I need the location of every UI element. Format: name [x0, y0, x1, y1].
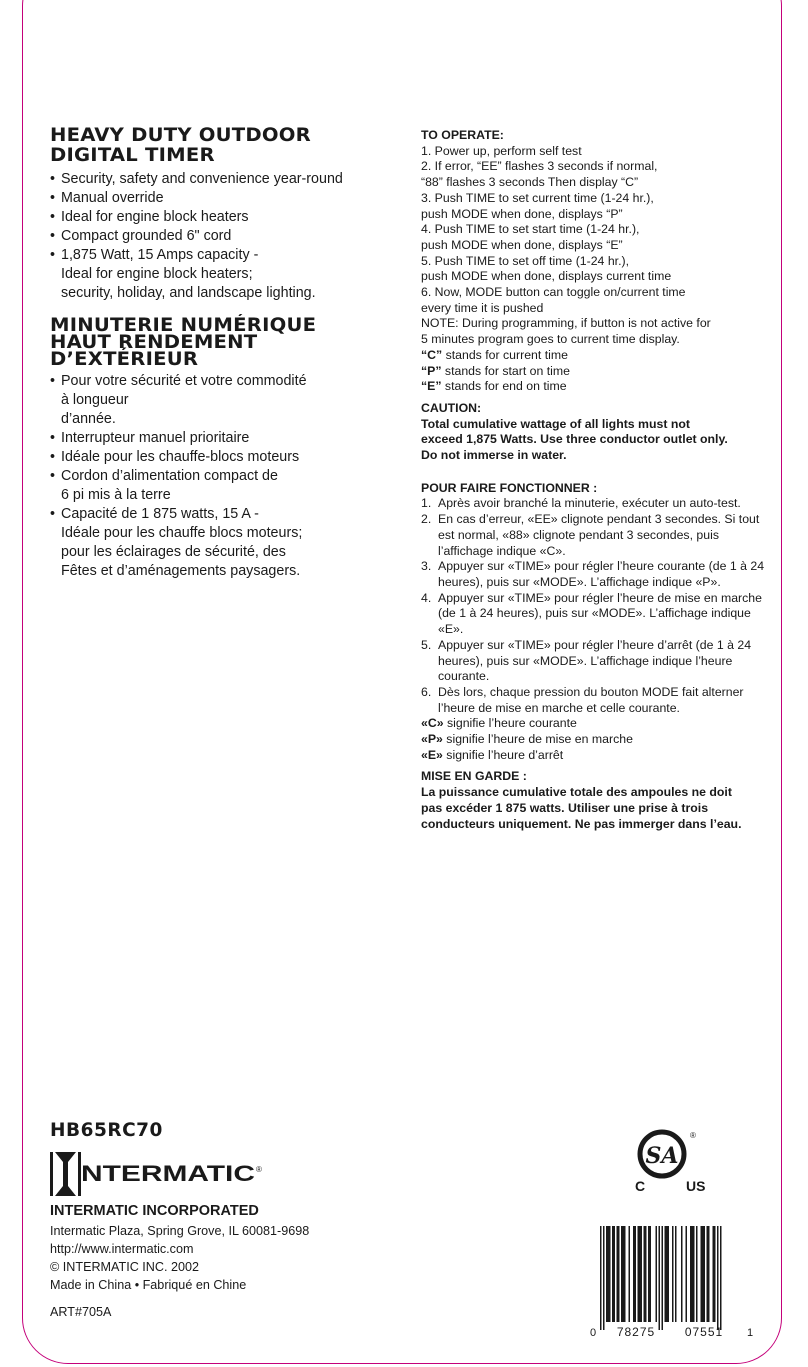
feature-item: • Security, safety and convenience year-round: [50, 170, 400, 189]
operate-step: 6. Now, MODE button can toggle on/current time every time it is pushed: [421, 285, 686, 315]
code-legend: “P” stands for start on time: [421, 363, 570, 378]
operate-step: 1. Power up, perform self test: [421, 143, 582, 158]
barcode-bar: [659, 1226, 661, 1330]
company-address: Intermatic Plaza, Spring Grove, IL 60081-9698: [50, 1224, 310, 1238]
feature-item: • Manual override: [50, 189, 400, 208]
garde-heading: MISE EN GARDE :: [421, 769, 527, 784]
feature-item: • Capacité de 1 875 watts, 15 A - Idéale pour les chauffe blocs moteurs; pour les éclairages de sécurité, des Fêtes et d’aménagements paysagers.: [50, 505, 400, 581]
art-number: ART#705A: [50, 1305, 112, 1319]
barcode-bar: [656, 1226, 658, 1322]
fonctionner-step: 2. En cas d’erreur, «EE» clignote pendant 3 secondes. Si tout est normal, «88» clignote pendant 3 secondes, puis l’affichage indique «C».: [421, 512, 760, 558]
barcode-bar: [629, 1226, 631, 1322]
feature-item: • Compact grounded 6" cord: [50, 227, 400, 246]
barcode-bar: [713, 1226, 716, 1322]
fonctionner-step: 4. Appuyer sur «TIME» pour régler l’heure de mise en marche (de 1 à 24 heures), puis sur «MODE». L’affichage indique «E».: [421, 590, 762, 637]
barcode-bar: [600, 1226, 602, 1330]
company-info: [50, 1202, 370, 1294]
barcode-bar: [617, 1226, 620, 1322]
operate-step: 2. If error, “EE” flashes 3 seconds if normal, “88” flashes 3 seconds Then display “C”: [421, 159, 658, 190]
barcode-digit-first: 0: [590, 1327, 597, 1338]
logo-wordmark: NTERMATIC: [81, 1161, 255, 1186]
barcode-bar: [701, 1226, 706, 1322]
barcode-bar: [665, 1226, 670, 1322]
barcode-bar: [644, 1226, 647, 1322]
garde-text: pas excéder 1 875 watts. Utiliser une prise à trois: [421, 800, 709, 815]
logo-registered-mark: ®: [256, 1165, 262, 1174]
barcode-bars: [600, 1226, 722, 1330]
fonctionner-heading: POUR FAIRE FONCTIONNER :: [421, 480, 598, 495]
fonctionner-step: 6. Dès lors, chaque pression du bouton MODE fait alterner l’heure de mise en marche et celle courante.: [421, 684, 744, 715]
barcode-bar: [621, 1226, 626, 1322]
caution-heading: CAUTION:: [421, 400, 482, 415]
csa-registered: ®: [690, 1131, 696, 1140]
csa-certification-mark: [632, 1128, 712, 1194]
code-legend: “E” stands for end on time: [421, 379, 567, 394]
barcode-bar: [648, 1226, 651, 1322]
barcode-bar: [690, 1226, 695, 1322]
barcode-bar: [696, 1226, 698, 1322]
barcode-bar: [606, 1226, 611, 1322]
fonctionner-step: 5. Appuyer sur «TIME» pour régler l’heure d’arrêt (de 1 à 24 heures), puis sur «MODE». L’affichage indique l’heure courante.: [421, 637, 752, 684]
french-feature-list: [50, 372, 400, 581]
english-title: HEAVY DUTY OUTDOOR DIGITAL TIMER: [50, 125, 311, 166]
barcode-bar: [681, 1226, 683, 1322]
feature-item: • Idéale pour les chauffe-blocs moteurs: [50, 448, 400, 467]
barcode-bar: [675, 1226, 677, 1322]
barcode-right-group: 07551: [684, 1325, 724, 1338]
barcode-bar: [672, 1226, 674, 1322]
model-number: HB65RC70: [50, 1120, 163, 1141]
fonctionner-step: 1. Après avoir branché la minuterie, exécuter un auto-test.: [421, 496, 741, 511]
operate-step: 5. Push TIME to set off time (1-24 hr.), push MODE when done, displays current time: [421, 253, 672, 284]
barcode-bar: [717, 1226, 719, 1330]
garde-text: conducteurs uniquement. Ne pas immerger dans l’eau.: [421, 816, 742, 831]
caution-text: exceed 1,875 Watts. Use three conductor outlet only.: [421, 432, 728, 447]
code-legend: «E» signifie l’heure d’arrêt: [421, 747, 564, 762]
barcode-bar: [707, 1226, 710, 1322]
feature-item: • Ideal for engine block heaters: [50, 208, 400, 227]
caution-text: Do not immerse in water.: [421, 448, 567, 463]
barcode-check-digit: 1: [747, 1327, 754, 1338]
intermatic-logo: [50, 1150, 265, 1198]
csa-us-label: US: [686, 1178, 706, 1194]
feature-item: • Cordon d’alimentation compact de 6 pi mis à la terre: [50, 467, 400, 505]
french-title: MINUTERIE NUMÉRIQUE HAUT RENDEMENT D’EXTÉRIEUR: [50, 315, 317, 370]
caution-text: Total cumulative wattage of all lights must not: [421, 416, 690, 431]
barcode-bar: [633, 1226, 636, 1322]
company-url: http://www.intermatic.com: [50, 1242, 194, 1256]
right-column: [421, 128, 766, 832]
upc-barcode: [588, 1226, 756, 1338]
left-column: [50, 126, 400, 581]
barcode-bar: [603, 1226, 605, 1330]
operate-step: 3. Push TIME to set current time (1-24 hr.), push MODE when done, displays “P”: [421, 190, 654, 221]
barcode-bar: [686, 1226, 688, 1322]
garde-text: La puissance cumulative totale des ampoules ne doit: [421, 785, 732, 800]
code-legend: «C» signifie l’heure courante: [421, 716, 577, 731]
code-legend: “C” stands for current time: [421, 347, 568, 362]
feature-item: • Pour votre sécurité et votre commodité à longueur d’année.: [50, 372, 400, 429]
operate-step: 4. Push TIME to set start time (1-24 hr.), push MODE when done, displays “E”: [421, 222, 640, 252]
fonctionner-step: 3. Appuyer sur «TIME» pour régler l’heure courante (de 1 à 24 heures), puis sur «MODE». L’affichage indique «P».: [421, 559, 765, 589]
csa-c-label: C: [635, 1178, 646, 1194]
english-feature-list: [50, 170, 400, 303]
operate-note: NOTE: During programming, if button is not active for 5 minutes program goes to current time display.: [421, 316, 711, 347]
barcode-bar: [612, 1226, 615, 1322]
barcode-bar: [638, 1226, 643, 1322]
operate-steps: [421, 144, 766, 348]
company-name: INTERMATIC INCORPORATED: [50, 1203, 259, 1219]
feature-item: • Interrupteur manuel prioritaire: [50, 429, 400, 448]
barcode-bar: [662, 1226, 664, 1330]
made-in: Made in China • Fabriqué en Chine: [50, 1278, 247, 1292]
feature-item: • 1,875 Watt, 15 Amps capacity - Ideal for engine block heaters; security, holiday, and landscape lighting.: [50, 246, 400, 303]
barcode-bar: [720, 1226, 722, 1330]
csa-letters: SA: [645, 1143, 679, 1169]
copyright: © INTERMATIC INC. 2002: [50, 1260, 200, 1274]
barcode-left-group: 78275: [616, 1325, 656, 1338]
operate-heading: TO OPERATE:: [421, 128, 504, 142]
fonctionner-steps: [421, 496, 766, 716]
code-legend: «P» signifie l’heure de mise en marche: [421, 732, 633, 747]
